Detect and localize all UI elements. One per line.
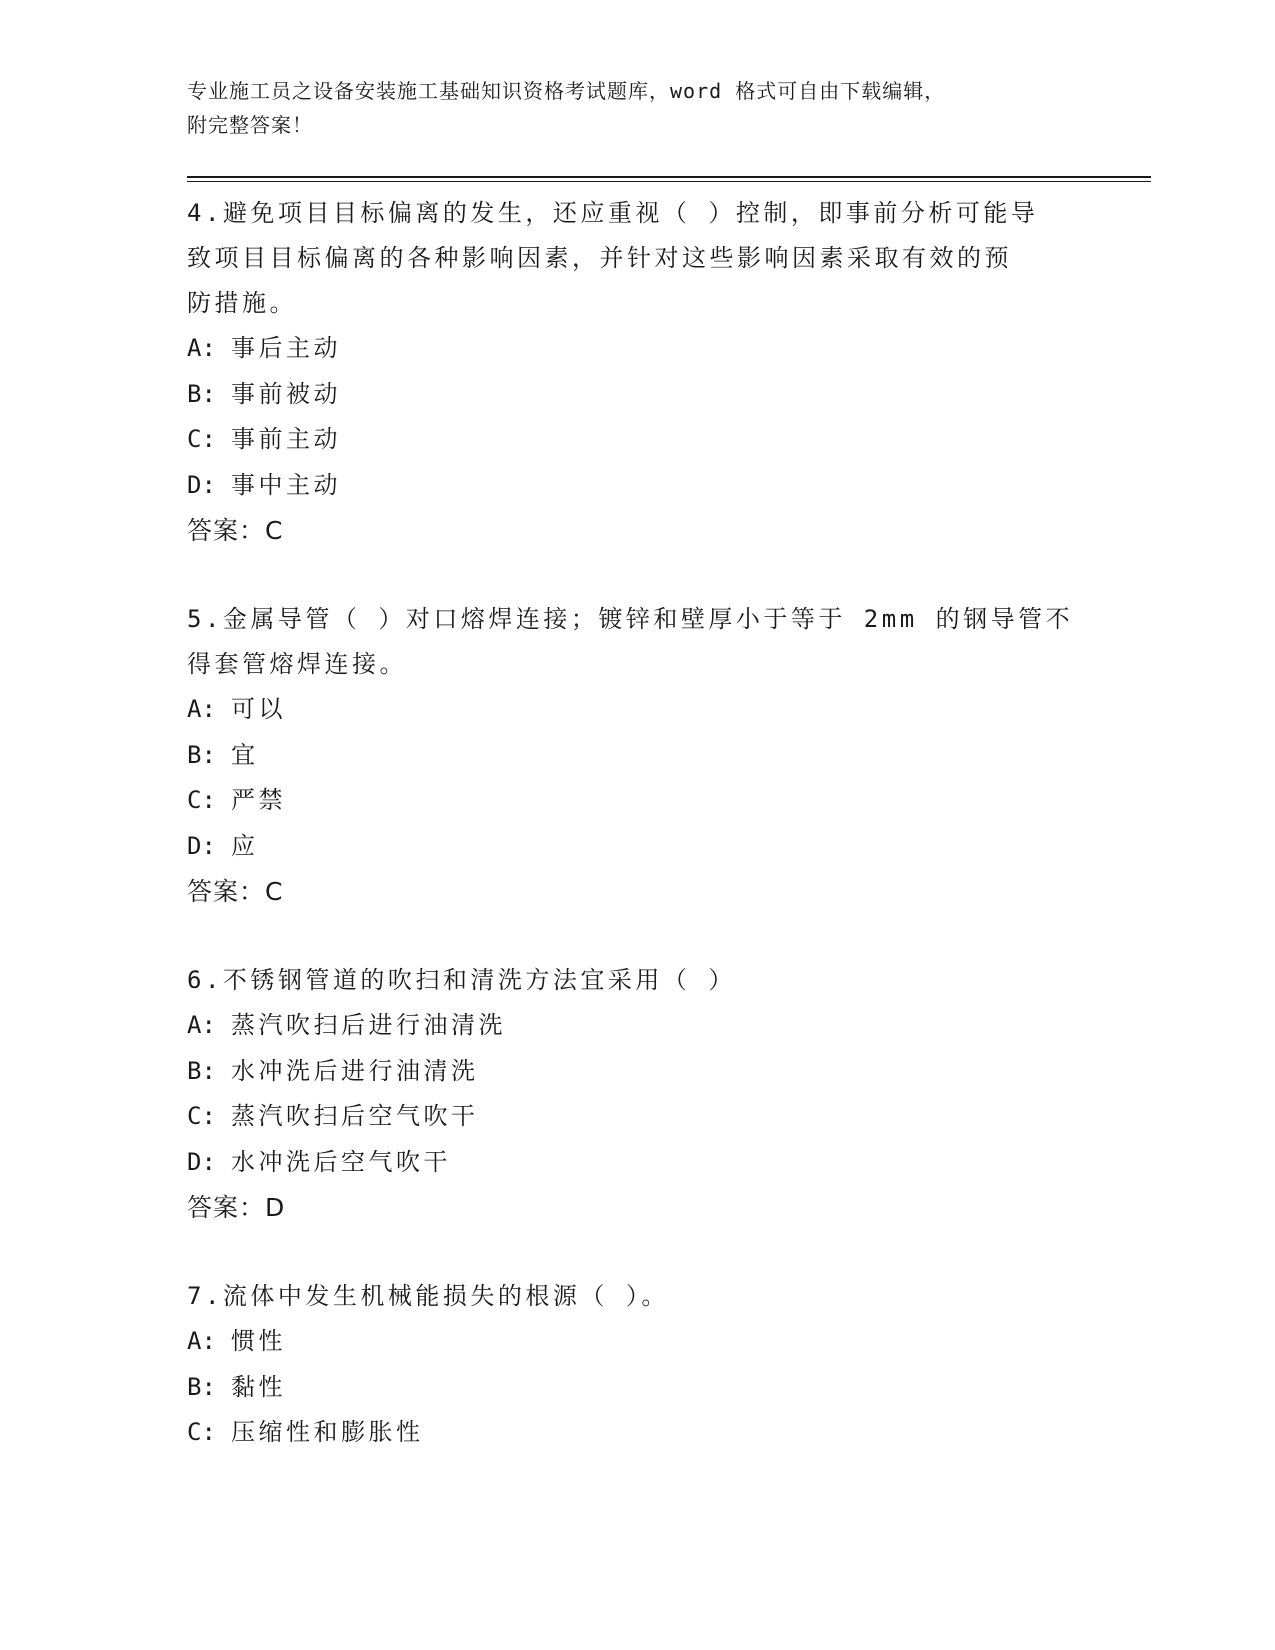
answer-option: [187, 1410, 1087, 1456]
answer-option: [187, 463, 1087, 509]
answer-option: [187, 687, 1087, 733]
option-letter: D:: [187, 831, 216, 860]
question-stem-line: 防措施。: [187, 289, 297, 317]
question-stem-line: 得套管熔焊连接。: [187, 650, 407, 678]
header-line-1: 专业施工员之设备安装施工基础知识资格考试题库，word 格式可自由下载编辑，: [187, 79, 946, 103]
option-text: 事前被动: [231, 379, 341, 408]
option-text: 严禁: [231, 786, 286, 814]
option-letter: A:: [187, 1011, 216, 1039]
answer-key: 答案：C: [187, 516, 284, 545]
option-text: 蒸汽吹扫后进行油清洗: [231, 1011, 506, 1039]
answer-option: [187, 1049, 1087, 1095]
answer-option: [187, 1094, 1087, 1140]
question-stem-line: 5.金属导管（ ）对口熔焊连接；镀锌和壁厚小于等于 2mm 的钢导管不: [187, 605, 1074, 633]
header-line-2: 附完整答案！: [187, 113, 313, 137]
option-text: 水冲洗后空气吹干: [231, 1147, 451, 1176]
option-letter: D:: [187, 1147, 216, 1176]
option-letter: C:: [187, 425, 216, 453]
answer-option: [187, 326, 1087, 372]
answer-option: [187, 372, 1087, 418]
option-text: 宜: [231, 740, 259, 769]
answer-option: [187, 417, 1087, 463]
answer-option: [187, 1365, 1087, 1411]
answer-option: [187, 824, 1087, 870]
option-letter: A:: [187, 1327, 216, 1355]
option-text: 蒸汽吹扫后空气吹干: [231, 1102, 479, 1130]
option-text: 事后主动: [231, 334, 341, 362]
option-letter: C:: [187, 1102, 216, 1130]
option-letter: B:: [187, 740, 216, 769]
question-stem-line: 4.避免项目目标偏离的发生，还应重视（ ）控制，即事前分析可能导: [187, 199, 1039, 227]
option-text: 事前主动: [231, 425, 341, 453]
option-letter: C:: [187, 786, 216, 814]
option-letter: B:: [187, 1056, 216, 1085]
question-block: [187, 958, 1087, 1230]
option-letter: A:: [187, 334, 216, 362]
option-text: 黏性: [231, 1372, 286, 1401]
question-stem-line: 7.流体中发生机械能损失的根源（ ）。: [187, 1282, 669, 1310]
question-block: [187, 191, 1087, 553]
option-letter: C:: [187, 1418, 216, 1446]
answer-key: 答案：D: [187, 1193, 286, 1222]
question-stem-line: 致项目目标偏离的各种影响因素，并针对这些影响因素采取有效的预: [187, 244, 1012, 272]
option-text: 水冲洗后进行油清洗: [231, 1056, 479, 1085]
option-text: 可以: [231, 695, 286, 723]
question-block: [187, 597, 1087, 914]
option-text: 压缩性和膨胀性: [231, 1418, 424, 1446]
document-header: [187, 74, 1067, 142]
question-stem-line: 6.不锈钢管道的吹扫和清洗方法宜采用（ ）: [187, 966, 736, 994]
answer-key: 答案：C: [187, 877, 284, 906]
answer-option: [187, 1140, 1087, 1186]
option-text: 惯性: [231, 1327, 286, 1355]
option-letter: D:: [187, 470, 216, 499]
question-list: [187, 191, 1087, 1500]
option-letter: B:: [187, 1372, 216, 1401]
header-divider-thin: [187, 181, 1151, 182]
option-text: 应: [231, 831, 259, 860]
question-block: [187, 1274, 1087, 1456]
option-letter: A:: [187, 695, 216, 723]
answer-option: [187, 1319, 1087, 1365]
answer-option: [187, 733, 1087, 779]
answer-option: [187, 1003, 1087, 1049]
option-text: 事中主动: [231, 470, 341, 499]
answer-option: [187, 778, 1087, 824]
header-divider-thick: [187, 176, 1151, 178]
option-letter: B:: [187, 379, 216, 408]
